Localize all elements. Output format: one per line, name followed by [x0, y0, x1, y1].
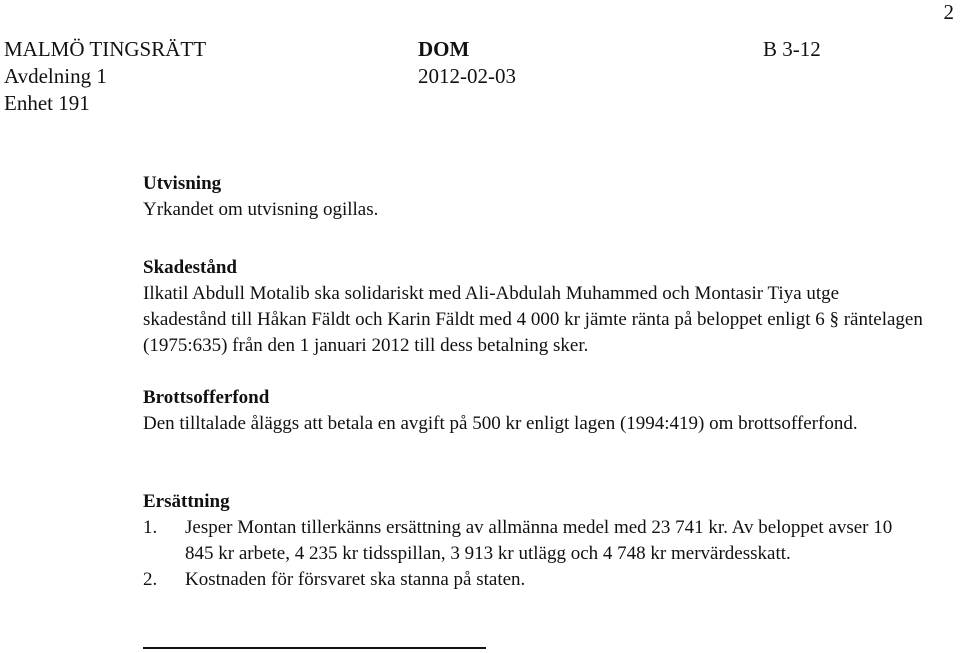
section-damages	[143, 255, 923, 359]
section-heading: Ersättning	[143, 491, 230, 512]
list-text: Kostnaden för försvaret ska stanna på staten.	[185, 569, 526, 590]
section-heading: Utvisning	[143, 173, 222, 194]
section-text: Ilkatil Abdull Motalib ska solidariskt med Ali-Abdulah Muhammed och Montasir Tiya utge skadestånd till Håkan Fäldt och Karin Fäldt med 4 000 kr jämte ränta på beloppet enligt 6 § räntelagen (1975:635) från den 1 januari 2012 till dess betalning sker.	[143, 283, 923, 356]
list-item	[143, 567, 923, 593]
list-number: 2.	[143, 569, 158, 590]
list-item	[143, 515, 923, 567]
court-name: MALMÖ TINGSRÄTT	[4, 37, 207, 61]
section-text: Den tilltalade åläggs att betala en avgift på 500 kr enligt lagen (1994:419) om brottsofferfond.	[143, 413, 858, 434]
section-heading: Brottsofferfond	[143, 387, 270, 408]
signature-rule	[143, 647, 486, 649]
court-division: Avdelning 1	[4, 64, 107, 88]
court-unit: Enhet 191	[4, 91, 90, 115]
section-crime-victim-fund	[143, 385, 923, 437]
page-number: 2	[943, 0, 954, 24]
list-text: Jesper Montan tillerkänns ersättning av allmänna medel med 23 741 kr. Av beloppet avser 10 845 kr arbete, 4 235 kr tidsspillan, 3 913 kr utlägg och 4 748 kr mervärdesskatt.	[185, 517, 893, 564]
case-number: B 3-12	[763, 37, 821, 61]
section-text: Yrkandet om utvisning ogillas.	[143, 199, 379, 220]
section-compensation	[143, 489, 923, 593]
document-date: 2012-02-03	[418, 64, 516, 88]
section-heading: Skadestånd	[143, 257, 237, 278]
section-expulsion	[143, 171, 923, 223]
list-number: 1.	[143, 517, 158, 538]
document-type: DOM	[418, 37, 470, 61]
